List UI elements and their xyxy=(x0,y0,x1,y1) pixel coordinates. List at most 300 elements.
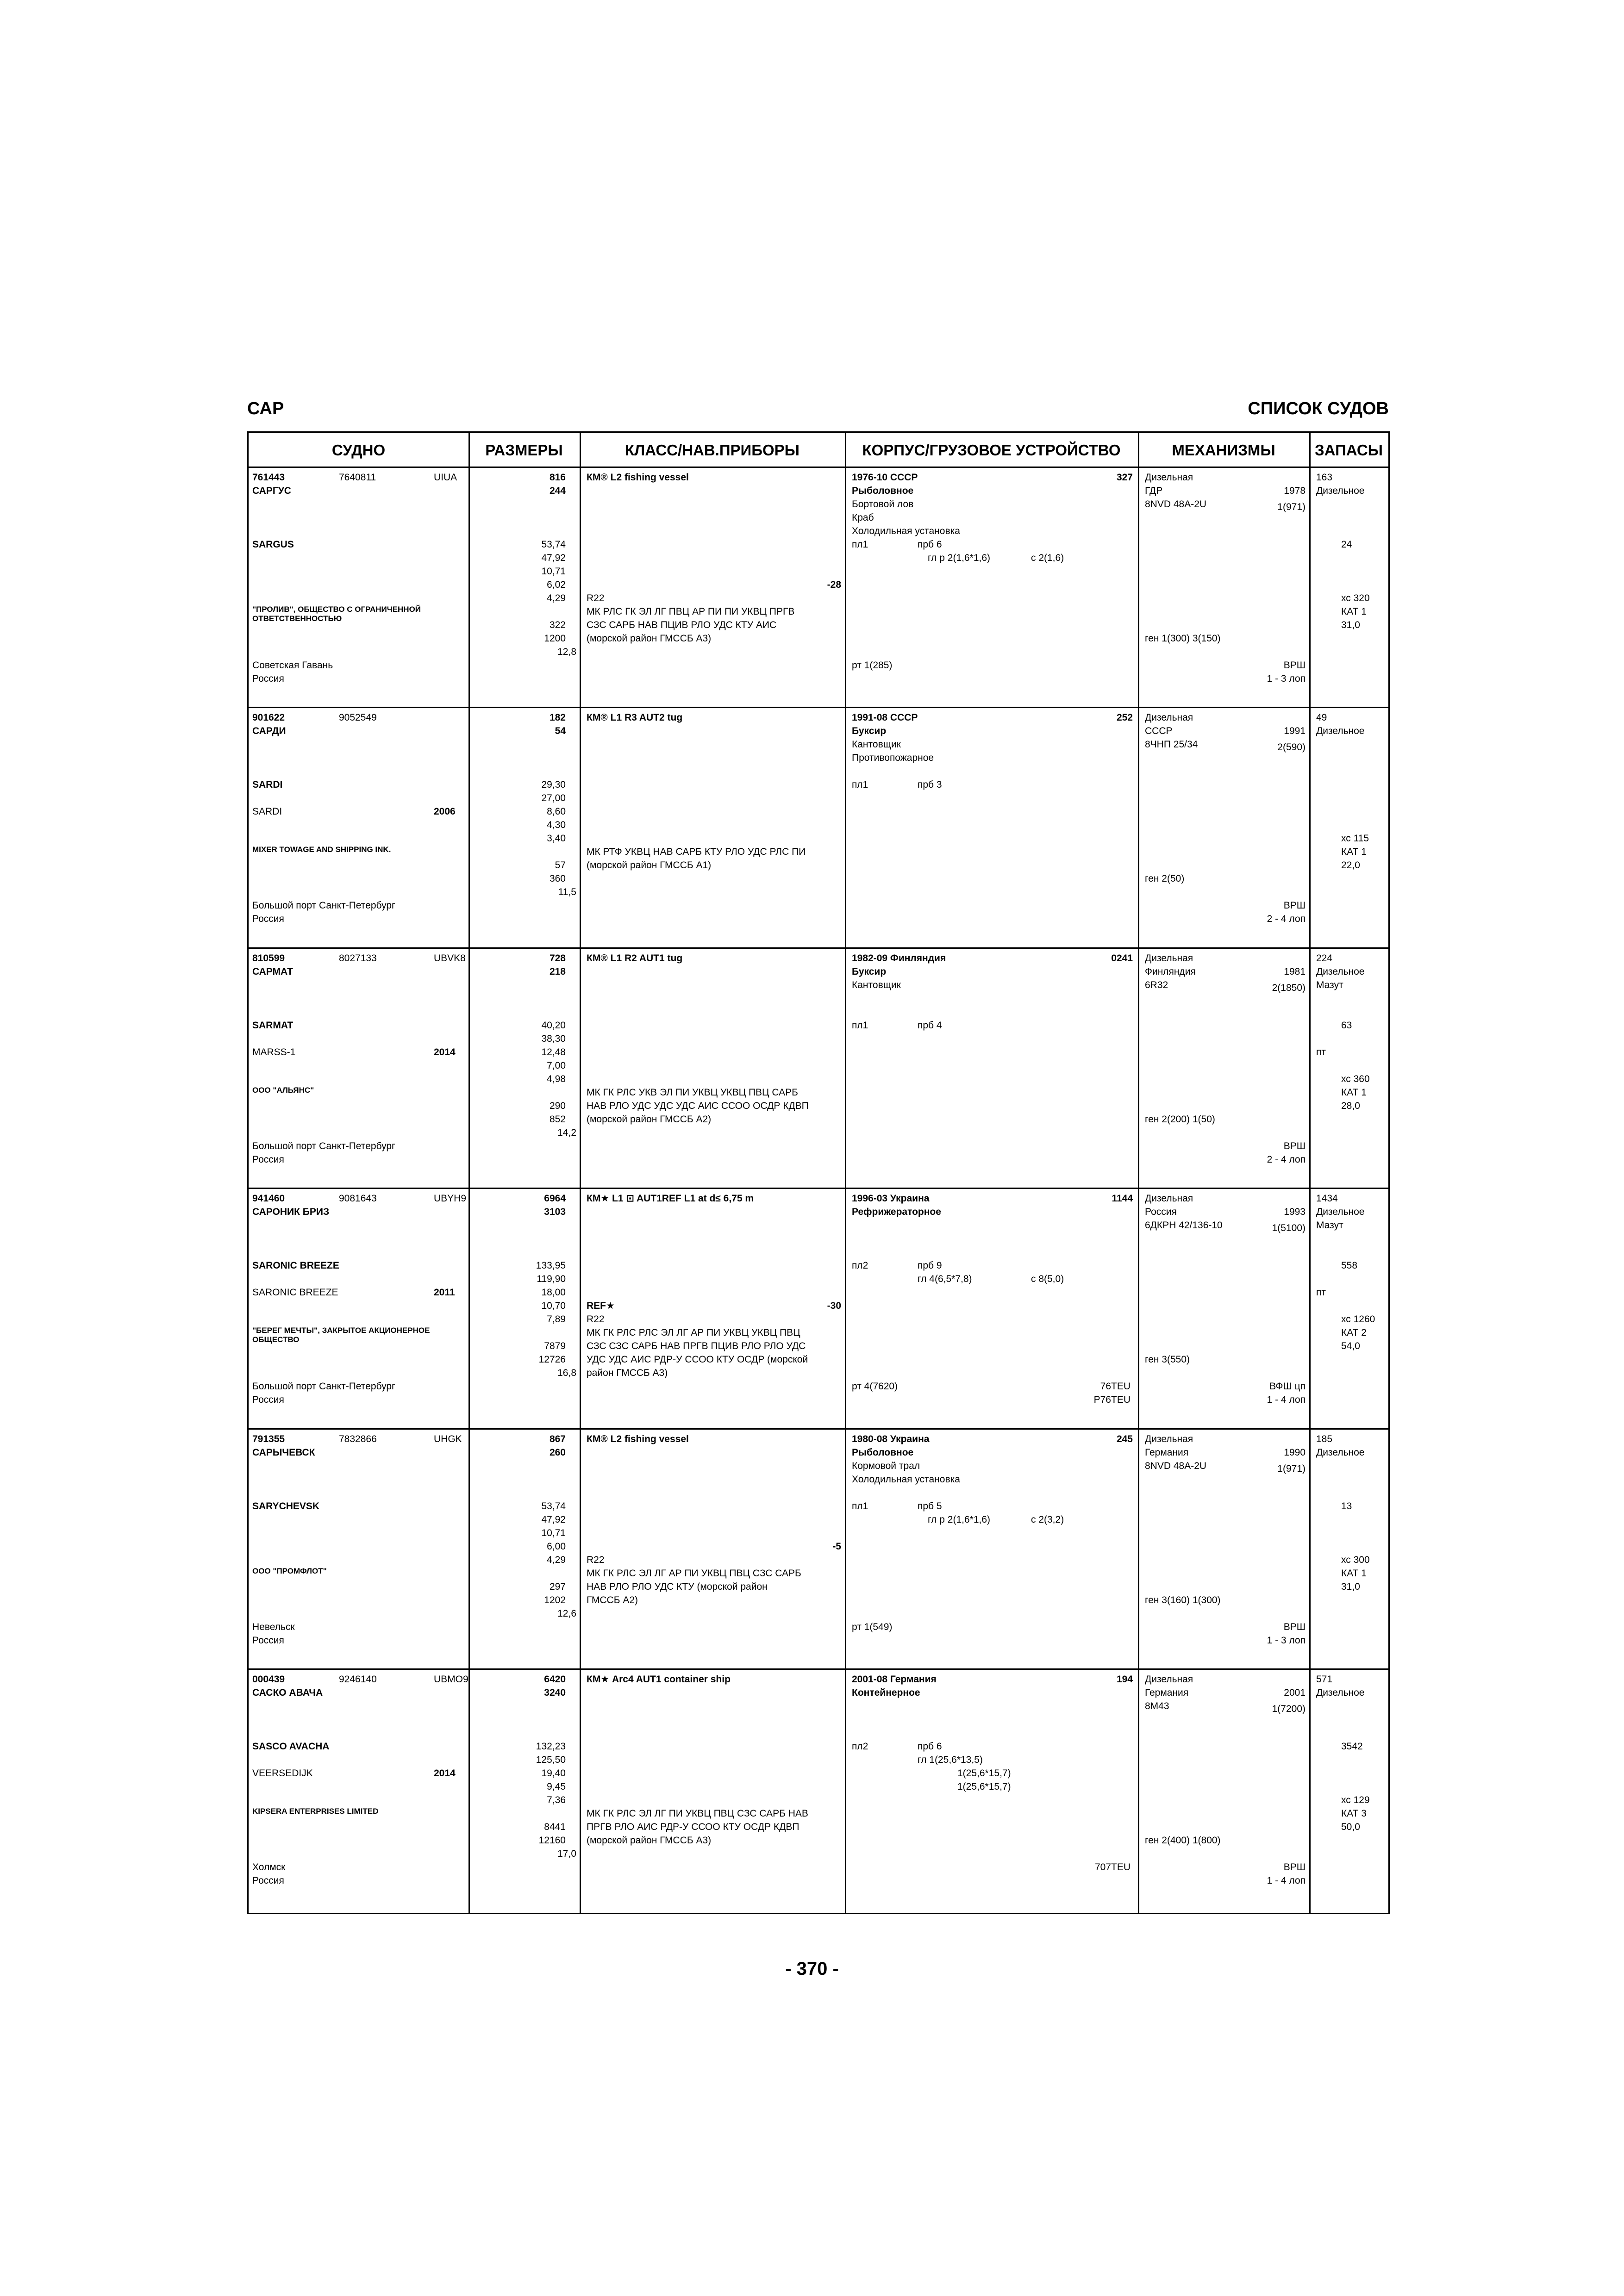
nav-equipment: СЗС СЗС САРБ НАВ ПРГВ ПЦИВ РЛО РЛО УДС xyxy=(587,1341,806,1351)
fuel-capacity: 49 xyxy=(1316,712,1327,723)
teu-capacity: 707TEU xyxy=(1094,1862,1131,1873)
column-divider xyxy=(1309,1189,1311,1428)
column-divider xyxy=(468,708,470,947)
vessel-type: Рефрижераторное xyxy=(852,1207,941,1217)
decks: пл1 xyxy=(852,539,868,550)
size-value: 133,95 xyxy=(536,1260,566,1271)
category: КАТ 1 xyxy=(1341,846,1367,857)
vessel-name: САСКО АВАЧА xyxy=(252,1687,323,1698)
stores-value: 3542 xyxy=(1341,1741,1363,1752)
size-value: 852 xyxy=(549,1114,566,1125)
registry-number: 791355 xyxy=(252,1434,285,1444)
propeller: ВРШ xyxy=(1283,900,1305,911)
engine-type: Дизельная xyxy=(1145,1193,1193,1204)
size-value: 4,29 xyxy=(547,1555,566,1565)
size-value: 1202 xyxy=(544,1595,566,1605)
build-date-country: 2001-08 Германия xyxy=(852,1674,937,1685)
engine-power: 2(1850) xyxy=(1272,983,1305,993)
size-value: 7,36 xyxy=(547,1795,566,1805)
size-value: 6,00 xyxy=(547,1541,566,1552)
size-value: 19,40 xyxy=(541,1768,566,1779)
engine-country: ГДР xyxy=(1145,485,1163,496)
engine-year: 2001 xyxy=(1284,1687,1305,1698)
owner-name: ООО "АЛЬЯНС" xyxy=(252,1086,314,1095)
crew-capacity: хс 1260 xyxy=(1341,1314,1375,1325)
category: КАТ 1 xyxy=(1341,1087,1367,1098)
speed-value: 31,0 xyxy=(1341,1581,1360,1592)
registry-number: 810599 xyxy=(252,953,285,964)
crew-capacity: хс 320 xyxy=(1341,593,1370,604)
engine-type: Дизельная xyxy=(1145,712,1193,723)
column-divider xyxy=(845,708,846,947)
column-header-hull: КОРПУС/ГРУЗОВОЕ УСТРОЙСТВО xyxy=(845,433,1138,468)
engine-model: 8NVD 48A-2U xyxy=(1145,1461,1207,1471)
speed-value: 54,0 xyxy=(1341,1341,1360,1351)
fuel-type-extra: Мазут xyxy=(1316,980,1343,990)
propeller: ВФШ цп xyxy=(1269,1381,1305,1392)
engine-model: 8NVD 48A-2U xyxy=(1145,499,1207,510)
generators: ген 2(400) 1(800) xyxy=(1145,1835,1221,1846)
generators: ген 2(50) xyxy=(1145,873,1185,884)
fuel-capacity: 571 xyxy=(1316,1674,1333,1685)
column-divider xyxy=(1309,433,1311,468)
nav-equipment: УДС УДС АИС РДР-У ССОО КТУ ОСДР (морской xyxy=(587,1354,808,1365)
ship-record xyxy=(249,708,1388,949)
vessel-type: Рыболовное xyxy=(852,485,914,496)
refrigerant: R22 xyxy=(587,1314,605,1325)
size-value: 47,92 xyxy=(541,553,566,563)
registry-number: 761443 xyxy=(252,472,285,483)
stores-pt: пт xyxy=(1316,1287,1326,1298)
class-notation: КМ® L2 fishing vessel xyxy=(587,1434,689,1444)
cargo-hold: гл р 2(1,6*1,6) xyxy=(928,553,991,563)
column-divider xyxy=(468,1430,470,1668)
refrigerated-tonnage: рт 4(7620) xyxy=(852,1381,898,1392)
nav-equipment: район ГМССБ А3) xyxy=(587,1368,668,1378)
column-divider xyxy=(845,1670,846,1913)
size-value: 12,8 xyxy=(557,647,576,657)
size-value: 1200 xyxy=(544,633,566,644)
size-value: 244 xyxy=(549,485,566,496)
size-value: 47,92 xyxy=(541,1514,566,1525)
speed-value: 22,0 xyxy=(1341,860,1360,871)
engine-type: Дизельная xyxy=(1145,953,1193,964)
flag-country: Россия xyxy=(252,1635,284,1646)
port-of-registry: Большой порт Санкт-Петербург xyxy=(252,900,395,911)
cargo-hold: гл 4(6,5*7,8) xyxy=(918,1274,972,1284)
build-date-country: 1991-08 СССР xyxy=(852,712,918,723)
column-divider xyxy=(1309,468,1311,707)
hull-number: 245 xyxy=(1116,1434,1133,1444)
build-date-country: 1982-09 Финляндия xyxy=(852,953,946,964)
size-value: 297 xyxy=(549,1581,566,1592)
cargo-hold: прб 6 xyxy=(918,1741,942,1752)
engine-power: 1(971) xyxy=(1277,1463,1305,1474)
size-value: 10,70 xyxy=(541,1300,566,1311)
owner-name: ООО "ПРОМФЛОТ" xyxy=(252,1567,327,1575)
engine-type: Дизельная xyxy=(1145,1674,1193,1685)
size-value: 54 xyxy=(555,726,566,736)
hull-feature: Кантовщик xyxy=(852,980,901,990)
column-divider xyxy=(1309,708,1311,947)
size-value: 12160 xyxy=(538,1835,566,1846)
hull-number: 0241 xyxy=(1111,953,1133,964)
engine-year: 1978 xyxy=(1284,485,1305,496)
vessel-name-latin: SARONIC BREEZE xyxy=(252,1260,339,1271)
hull-number: 252 xyxy=(1116,712,1133,723)
call-sign: UBVK8 xyxy=(434,953,466,964)
size-value: 6420 xyxy=(544,1674,566,1685)
decks: пл1 xyxy=(852,779,868,790)
engine-year: 1990 xyxy=(1284,1447,1305,1458)
page-number: - 370 - xyxy=(785,1959,839,1979)
category: КАТ 3 xyxy=(1341,1808,1367,1819)
owner-name: "БЕРЕГ МЕЧТЫ", ЗАКРЫТОЕ АКЦИОНЕРНОЕ ОБЩЕСТВО xyxy=(252,1326,430,1344)
column-divider xyxy=(1138,1189,1139,1428)
size-value: 7879 xyxy=(544,1341,566,1351)
propeller-blades: 1 - 3 лоп xyxy=(1267,1635,1305,1646)
speed-value: 50,0 xyxy=(1341,1822,1360,1832)
size-value: 7,00 xyxy=(547,1060,566,1071)
imo-number: 7832866 xyxy=(339,1434,377,1444)
column-divider xyxy=(1138,949,1139,1188)
column-header-vessel: СУДНО xyxy=(249,433,468,468)
hull-feature: Кормовой трал xyxy=(852,1461,920,1471)
stores-value: 13 xyxy=(1341,1501,1352,1512)
hull-feature: Краб xyxy=(852,512,874,523)
engine-country: Германия xyxy=(1145,1447,1189,1458)
column-divider xyxy=(580,1430,581,1668)
size-value: 53,74 xyxy=(541,539,566,550)
decks: пл1 xyxy=(852,1020,868,1031)
class-notation-extra: REF★ xyxy=(587,1300,615,1311)
size-value: 119,90 xyxy=(537,1274,566,1284)
propeller: ВРШ xyxy=(1283,1622,1305,1632)
imo-number: 7640811 xyxy=(339,472,376,483)
cargo-cranes: с 2(1,6) xyxy=(1031,553,1064,563)
vessel-name-latin: SARDI xyxy=(252,779,283,790)
size-value: 12,6 xyxy=(557,1608,576,1619)
fuel-type: Дизельное xyxy=(1316,1207,1365,1217)
call-sign: UBYH9 xyxy=(434,1193,467,1204)
vessel-name: САРГУС xyxy=(252,485,291,496)
size-value: 10,71 xyxy=(541,566,566,577)
stores-pt: пт xyxy=(1316,1047,1326,1058)
nav-equipment: НАВ РЛО УДС УДС УДС АИС ССОО ОСДР КДВП xyxy=(587,1101,809,1111)
column-divider xyxy=(845,433,846,468)
nav-equipment: (морской район ГМССБ А2) xyxy=(587,1114,712,1125)
imo-number: 9081643 xyxy=(339,1193,377,1204)
size-value: 816 xyxy=(549,472,566,483)
column-divider xyxy=(1138,433,1139,468)
size-value: 360 xyxy=(549,873,566,884)
flag-country: Россия xyxy=(252,1875,284,1886)
size-value: 6,02 xyxy=(547,579,566,590)
engine-type: Дизельная xyxy=(1145,472,1193,483)
column-divider xyxy=(468,949,470,1188)
refrigerant: R22 xyxy=(587,593,605,604)
engine-year: 1993 xyxy=(1284,1207,1305,1217)
cargo-hold: гл 1(25,6*13,5) xyxy=(918,1755,983,1765)
column-header-stores: ЗАПАСЫ xyxy=(1309,433,1388,468)
size-value: 6964 xyxy=(544,1193,566,1204)
stores-value: 558 xyxy=(1341,1260,1358,1271)
size-value: 10,71 xyxy=(541,1528,566,1538)
column-divider xyxy=(580,708,581,947)
size-value: 17,0 xyxy=(557,1848,576,1859)
column-divider xyxy=(1138,468,1139,707)
size-value: 12,48 xyxy=(541,1047,566,1058)
ship-record xyxy=(249,949,1388,1189)
teu-capacity-extra: P76TEU xyxy=(1093,1394,1131,1405)
size-value: 16,8 xyxy=(557,1368,576,1378)
vessel-name-latin: SARMAT xyxy=(252,1020,294,1031)
size-value: 3,40 xyxy=(547,833,566,844)
category: КАТ 1 xyxy=(1341,606,1367,617)
column-divider xyxy=(1309,1670,1311,1913)
imo-number: 9052549 xyxy=(339,712,377,723)
flag-country: Россия xyxy=(252,673,284,684)
column-header-machinery: МЕХАНИЗМЫ xyxy=(1138,433,1309,468)
column-divider xyxy=(845,1430,846,1668)
vessel-type: Буксир xyxy=(852,966,887,977)
port-of-registry: Холмск xyxy=(252,1862,286,1873)
column-divider xyxy=(580,468,581,707)
ice-temperature: -28 xyxy=(827,579,841,590)
size-value: 3103 xyxy=(544,1207,566,1217)
propeller: ВРШ xyxy=(1283,660,1305,671)
vessel-name: САРМАТ xyxy=(252,966,293,977)
refrigerated-tonnage: рт 1(549) xyxy=(852,1622,893,1632)
ship-table xyxy=(247,431,1390,1914)
owner-name: "ПРОЛИВ", ОБЩЕСТВО С ОГРАНИЧЕННОЙ ОТВЕТСТВЕННОСТЬЮ xyxy=(252,605,421,623)
cargo-hold: прб 3 xyxy=(918,779,942,790)
engine-year: 1991 xyxy=(1284,726,1305,736)
build-date-country: 1980-08 Украина xyxy=(852,1434,930,1444)
hull-feature: Холодильная установка xyxy=(852,1474,960,1485)
column-divider xyxy=(845,468,846,707)
size-value: 182 xyxy=(549,712,566,723)
cargo-cranes: с 8(5,0) xyxy=(1031,1274,1064,1284)
fuel-capacity: 163 xyxy=(1316,472,1333,483)
propeller: ВРШ xyxy=(1283,1141,1305,1151)
previous-name: SARONIC BREEZE xyxy=(252,1287,338,1298)
generators: ген 2(200) 1(50) xyxy=(1145,1114,1215,1125)
size-value: 290 xyxy=(549,1101,566,1111)
engine-power: 1(7200) xyxy=(1272,1704,1305,1714)
decks: пл2 xyxy=(852,1741,868,1752)
ice-temperature: -30 xyxy=(827,1300,841,1311)
size-value: 728 xyxy=(549,953,566,964)
size-value: 9,45 xyxy=(547,1781,566,1792)
column-divider xyxy=(1138,708,1139,947)
port-of-registry: Советская Гавань xyxy=(252,660,333,671)
size-value: 4,30 xyxy=(547,820,566,830)
engine-model: 8M43 xyxy=(1145,1701,1169,1711)
size-value: 3240 xyxy=(544,1687,566,1698)
previous-name: VEERSEDIJK xyxy=(252,1768,313,1779)
column-divider xyxy=(580,1189,581,1428)
column-divider xyxy=(468,468,470,707)
size-value: 218 xyxy=(549,966,566,977)
category: КАТ 2 xyxy=(1341,1327,1367,1338)
size-value: 4,29 xyxy=(547,593,566,604)
registry-number: 941460 xyxy=(252,1193,285,1204)
page-header-right: СПИСОК СУДОВ xyxy=(1248,399,1389,418)
propeller-blades: 1 - 3 лоп xyxy=(1267,673,1305,684)
fuel-type: Дизельное xyxy=(1316,1687,1365,1698)
engine-power: 1(5100) xyxy=(1272,1223,1305,1233)
engine-model: 6R32 xyxy=(1145,980,1168,990)
cargo-hold: прб 4 xyxy=(918,1020,942,1031)
nav-equipment: (морской район ГМССБ А3) xyxy=(587,633,712,644)
fuel-capacity: 185 xyxy=(1316,1434,1333,1444)
ship-record xyxy=(249,1670,1388,1913)
column-divider xyxy=(468,433,470,468)
propeller-blades: 2 - 4 лоп xyxy=(1267,914,1305,924)
engine-power: 2(590) xyxy=(1277,742,1305,753)
speed-value: 31,0 xyxy=(1341,620,1360,630)
column-divider xyxy=(1309,949,1311,1188)
vessel-name-latin: SASCO AVACHA xyxy=(252,1741,330,1752)
column-divider xyxy=(468,1189,470,1428)
nav-equipment: (морской район ГМССБ А3) xyxy=(587,1835,712,1846)
size-value: 40,20 xyxy=(541,1020,566,1031)
column-header-class: КЛАСС/НАВ.ПРИБОРЫ xyxy=(580,433,845,468)
call-sign: UHGK xyxy=(434,1434,462,1444)
fuel-type: Дизельное xyxy=(1316,726,1365,736)
generators: ген 3(160) 1(300) xyxy=(1145,1595,1221,1605)
imo-number: 9246140 xyxy=(339,1674,377,1685)
registry-number: 901622 xyxy=(252,712,285,723)
port-of-registry: Большой порт Санкт-Петербург xyxy=(252,1381,395,1392)
cargo-hold: прб 6 xyxy=(918,539,942,550)
engine-type: Дизельная xyxy=(1145,1434,1193,1444)
cargo-cranes: с 2(3,2) xyxy=(1031,1514,1064,1525)
decks: пл2 xyxy=(852,1260,868,1271)
engine-country: Финляндия xyxy=(1145,966,1196,977)
nav-equipment: ПРГВ РЛО АИС РДР-У ССОО КТУ ОСДР КДВП xyxy=(587,1822,800,1832)
size-value: 7,89 xyxy=(547,1314,566,1325)
hull-feature: Бортовой лов xyxy=(852,499,914,510)
fuel-type: Дизельное xyxy=(1316,1447,1365,1458)
class-notation: КМ® L1 R3 AUT2 tug xyxy=(587,712,683,723)
fuel-capacity: 224 xyxy=(1316,953,1333,964)
crew-capacity: хс 129 xyxy=(1341,1795,1370,1805)
crew-capacity: хс 360 xyxy=(1341,1074,1370,1084)
cargo-hold: прб 9 xyxy=(918,1260,942,1271)
vessel-name: САРОНИК БРИЗ xyxy=(252,1207,330,1217)
vessel-name-latin: SARGUS xyxy=(252,539,294,550)
size-value: 14,2 xyxy=(557,1127,576,1138)
previous-name-year: 2006 xyxy=(434,806,456,817)
size-value: 8,60 xyxy=(547,806,566,817)
size-value: 18,00 xyxy=(541,1287,566,1298)
engine-model: 8ЧНП 25/34 xyxy=(1145,739,1198,750)
previous-name-year: 2014 xyxy=(434,1768,456,1779)
hull-number: 327 xyxy=(1116,472,1133,483)
previous-name: MARSS-1 xyxy=(252,1047,296,1058)
crew-capacity: хс 300 xyxy=(1341,1555,1370,1565)
size-value: 27,00 xyxy=(541,793,566,803)
size-value: 8441 xyxy=(544,1822,566,1832)
engine-power: 1(971) xyxy=(1277,502,1305,512)
size-value: 4,98 xyxy=(547,1074,566,1084)
size-value: 29,30 xyxy=(541,779,566,790)
vessel-name: САРДИ xyxy=(252,726,286,736)
fuel-type: Дизельное xyxy=(1316,485,1365,496)
hull-feature: Кантовщик xyxy=(852,739,901,750)
generators: ген 3(550) xyxy=(1145,1354,1190,1365)
propeller-blades: 1 - 4 лоп xyxy=(1267,1394,1305,1405)
refrigerant: R22 xyxy=(587,1555,605,1565)
previous-name-year: 2014 xyxy=(434,1047,456,1058)
refrigerated-tonnage: рт 1(285) xyxy=(852,660,893,671)
propeller-blades: 1 - 4 лоп xyxy=(1267,1875,1305,1886)
nav-equipment: МК ГК РЛС УКВ ЭЛ ПИ УКВЦ УКВЦ ПВЦ САРБ xyxy=(587,1087,798,1098)
stores-value: 24 xyxy=(1341,539,1352,550)
previous-name-year: 2011 xyxy=(434,1287,455,1298)
class-notation: КМ® L1 R2 AUT1 tug xyxy=(587,953,683,964)
port-of-registry: Большой порт Санкт-Петербург xyxy=(252,1141,395,1151)
speed-value: 28,0 xyxy=(1341,1101,1360,1111)
nav-equipment: МК РЛС ГК ЭЛ ЛГ ПВЦ АР ПИ ПИ УКВЦ ПРГВ xyxy=(587,606,795,617)
ship-record xyxy=(249,1189,1388,1430)
cargo-hold: 1(25,6*15,7) xyxy=(957,1768,1011,1779)
vessel-type: Контейнерное xyxy=(852,1687,920,1698)
engine-country: Россия xyxy=(1145,1207,1177,1217)
column-divider xyxy=(1309,1430,1311,1668)
hull-feature: Холодильная установка xyxy=(852,526,960,536)
previous-name: SARDI xyxy=(252,806,282,817)
build-date-country: 1976-10 СССР xyxy=(852,472,918,483)
size-value: 12726 xyxy=(538,1354,566,1365)
nav-equipment: НАВ РЛО РЛО УДС КТУ (морской район xyxy=(587,1581,768,1592)
decks: пл1 xyxy=(852,1501,868,1512)
column-divider xyxy=(580,949,581,1188)
page-header-left: САР xyxy=(247,399,284,418)
imo-number: 8027133 xyxy=(339,953,377,964)
nav-equipment: ГМССБ А2) xyxy=(587,1595,638,1605)
size-value: 11,5 xyxy=(558,887,576,897)
size-value: 38,30 xyxy=(541,1033,566,1044)
class-notation: КМ★ L1 ⊡ AUT1REF L1 at d≤ 6,75 m xyxy=(587,1193,754,1204)
class-notation: КМ★ Arc4 AUT1 container ship xyxy=(587,1674,731,1685)
cargo-hold: гл р 2(1,6*1,6) xyxy=(928,1514,991,1525)
flag-country: Россия xyxy=(252,914,284,924)
vessel-type: Рыболовное xyxy=(852,1447,914,1458)
vessel-type: Буксир xyxy=(852,726,887,736)
class-notation: КМ® L2 fishing vessel xyxy=(587,472,689,483)
generators: ген 1(300) 3(150) xyxy=(1145,633,1221,644)
category: КАТ 1 xyxy=(1341,1568,1367,1579)
nav-equipment: (морской район ГМССБ А1) xyxy=(587,860,712,871)
fuel-type: Дизельное xyxy=(1316,966,1365,977)
owner-name: KIPSERA ENTERPRISES LIMITED xyxy=(252,1807,379,1816)
size-value: 260 xyxy=(549,1447,566,1458)
stores-value: 63 xyxy=(1341,1020,1352,1031)
column-divider xyxy=(580,1670,581,1913)
propeller: ВРШ xyxy=(1283,1862,1305,1873)
ice-temperature: -5 xyxy=(832,1541,841,1552)
size-value: 132,23 xyxy=(536,1741,566,1752)
column-divider xyxy=(580,433,581,468)
ship-record xyxy=(249,1430,1388,1670)
call-sign: UIUA xyxy=(434,472,457,483)
column-divider xyxy=(845,1189,846,1428)
size-value: 53,74 xyxy=(541,1501,566,1512)
crew-capacity: хс 115 xyxy=(1341,833,1369,844)
